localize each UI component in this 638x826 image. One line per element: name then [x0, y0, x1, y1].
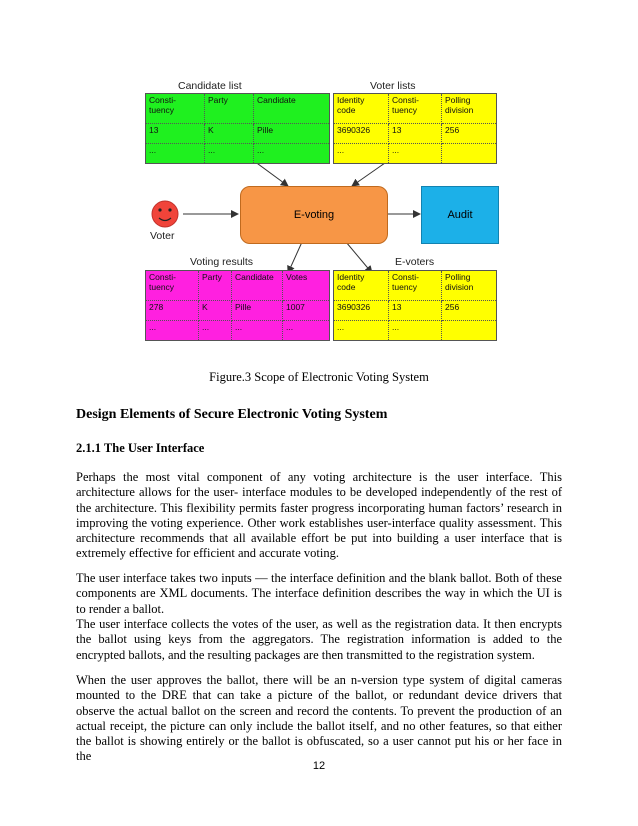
table-cell: Pille: [232, 301, 283, 321]
table-cell: Consti- tuency: [146, 94, 205, 124]
table-cell: Candidate: [232, 271, 283, 301]
table-cell: 256: [442, 301, 497, 321]
table-cell: [442, 144, 497, 164]
table-cell: 13: [389, 124, 442, 144]
table-cell: Identity code: [334, 94, 389, 124]
arrow-evoting-to-evoters: [346, 242, 372, 273]
voting-system-diagram: [0, 0, 638, 360]
table-cell: Party: [205, 94, 254, 124]
table-cell: K: [199, 301, 232, 321]
voter-face-icon: [152, 201, 178, 227]
table-cell: Polling division: [442, 94, 497, 124]
table-cell: Pille: [254, 124, 330, 144]
voting-results-table: [145, 270, 330, 341]
table-cell: 1007: [283, 301, 330, 321]
table-cell: Polling division: [442, 271, 497, 301]
section-title: Design Elements of Secure Electronic Voting System: [76, 407, 388, 422]
table-cell: ...: [389, 144, 442, 164]
voter-lists-label: Voter lists: [370, 80, 416, 92]
table-cell: 3690326: [334, 124, 389, 144]
paragraph: Perhaps the most vital component of any voting architecture is the user interface. This architecture allows for the user- interface modules to be developed independently of the rest of the architecture. This flexibility permits faster progress incorporating human factors’ research in improving the voting experience. Other work establishes user-interface quality assessment. This architecture recommends that all available effort be put into building a user interface that is extremely effective for efficient and accurate voting.: [76, 470, 562, 561]
audit-box: Audit: [421, 186, 499, 244]
table-cell: Party: [199, 271, 232, 301]
e-voters-label: E-voters: [395, 256, 435, 268]
table-cell: ...: [146, 144, 205, 164]
evoting-box: E-voting: [240, 186, 388, 244]
table-cell: K: [205, 124, 254, 144]
table-cell: ...: [334, 321, 389, 341]
table-cell: 13: [389, 301, 442, 321]
table-cell: [442, 321, 497, 341]
e-voters-table: [333, 270, 497, 341]
table-cell: ...: [283, 321, 330, 341]
voter-label: Voter: [150, 230, 175, 242]
table-cell: ...: [199, 321, 232, 341]
arrow-evoting-to-results: [288, 242, 302, 273]
paragraph: The user interface collects the votes of the user, as well as the registration data. It then encrypts the ballot using keys from the aggregators. The registration information is added to the encrypted ballots, and the resulting packages are then transmitted to the registration system.: [76, 617, 562, 662]
table-cell: Consti- tuency: [389, 271, 442, 301]
table-cell: 278: [146, 301, 199, 321]
table-cell: ...: [146, 321, 199, 341]
voting-results-label: Voting results: [190, 256, 254, 268]
figure-caption: Figure.3 Scope of Electronic Voting System: [209, 370, 429, 384]
table-cell: 13: [146, 124, 205, 144]
table-cell: Identity code: [334, 271, 389, 301]
table-cell: ...: [389, 321, 442, 341]
table-cell: Consti- tuency: [389, 94, 442, 124]
subsection-title: 2.1.1 The User Interface: [76, 441, 205, 455]
voter-lists-table: [333, 93, 497, 164]
candidate-list-table: [145, 93, 330, 164]
table-cell: Votes: [283, 271, 330, 301]
page-number: 12: [312, 760, 326, 772]
table-cell: ...: [232, 321, 283, 341]
table-cell: ...: [334, 144, 389, 164]
paragraph: The user interface takes two inputs — the interface definition and the blank ballot. Both of these components are XML documents. The interface definition describes the way in which the UI is to render a ballot.: [76, 571, 562, 616]
table-cell: Consti- tuency: [146, 271, 199, 301]
table-cell: 3690326: [334, 301, 389, 321]
table-cell: 256: [442, 124, 497, 144]
candidate-list-label: Candidate list: [178, 80, 242, 92]
table-cell: ...: [205, 144, 254, 164]
paragraph: When the user approves the ballot, there will be an n-version type system of digital cameras mounted to the DRE that can take a picture of the ballot, or redundant device drivers that observe the actual ballot on the screen and record the contents. To prevent the production of an actual receipt, the picture can only include the ballot itself, and no other features, so that either the ballot is showing entirely or the ballot is obfuscated, so a user cannot put his or her face in the: [76, 673, 562, 764]
table-cell: ...: [254, 144, 330, 164]
table-cell: Candidate: [254, 94, 330, 124]
